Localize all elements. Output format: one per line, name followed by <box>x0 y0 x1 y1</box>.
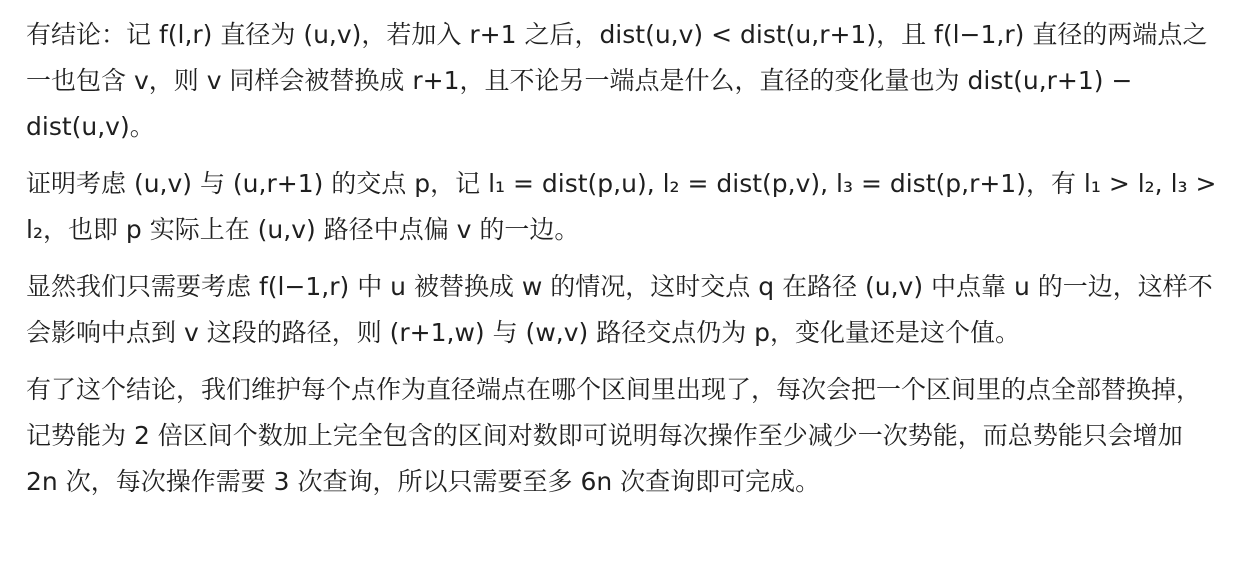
paragraph-complexity: 有了这个结论，我们维护每个点作为直径端点在哪个区间里出现了，每次会把一个区间里的点全部替换掉，记势能为 2 倍区间个数加上完全包含的区间对数即可说明每次操作至少减少一次势能，而总势能只会增加 2n 次，每次操作需要 3 次查询，所以只需要至多 6n 次查询即可完成。 <box>26 375 1202 496</box>
paragraph-case-analysis: 显然我们只需要考虑 f(l−1,r) 中 u 被替换成 w 的情况，这时交点 q 在路径 (u,v) 中点靠 u 的一边，这样不会影响中点到 v 这段的路径，则 (r+1,w) 与 (w,v) 路径交点仍为 p，变化量还是这个值。 <box>26 272 1213 347</box>
paragraph-proof: 证明考虑 (u,v) 与 (u,r+1) 的交点 p，记 l₁ = dist(p,u), l₂ = dist(p,v), l₃ = dist(p,r+1)，有 l₁ > l₂, l₃ > l₂，也即 p 实际上在 (u,v) 路径中点偏 v 的一边。 <box>26 169 1217 244</box>
paragraph-conclusion: 有结论：记 f(l,r) 直径为 (u,v)，若加入 r+1 之后，dist(u,v) < dist(u,r+1)，且 f(l−1,r) 直径的两端点之一也包含 v，则 v 同样会被替换成 r+1，且不论另一端点是什么，直径的变化量也为 dist(u,r+1) − dist(u,v)。 <box>26 20 1208 141</box>
